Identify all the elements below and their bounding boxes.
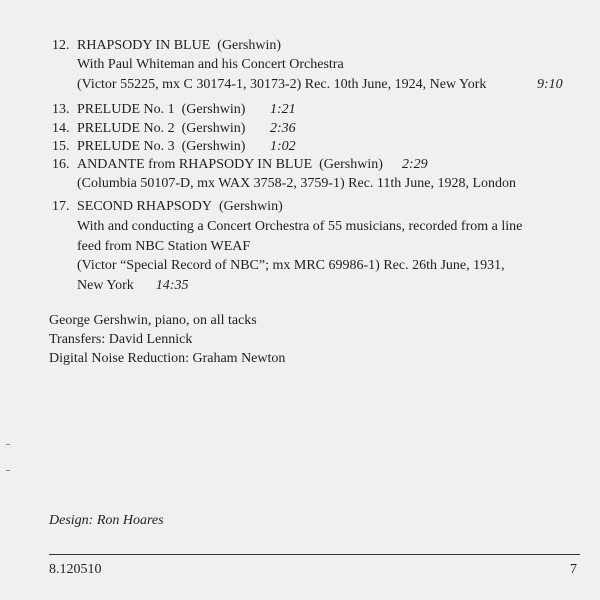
track-duration: 1:21 bbox=[270, 102, 296, 117]
track-heading bbox=[77, 138, 245, 155]
track-duration: 2:36 bbox=[270, 121, 296, 136]
track-composer: (Gershwin) bbox=[181, 102, 246, 117]
transfer-credit: Transfers: David Lennick bbox=[49, 332, 193, 347]
edge-mark bbox=[6, 444, 10, 445]
track-title: SECOND RHAPSODY bbox=[77, 199, 212, 214]
track-duration: 14:35 bbox=[155, 278, 189, 293]
track-title: PRELUDE No. 1 bbox=[77, 102, 175, 117]
performer-credit: George Gershwin, piano, on all tacks bbox=[49, 313, 257, 328]
track-composer: (Gershwin) bbox=[181, 121, 246, 136]
track-title: PRELUDE No. 3 bbox=[77, 139, 175, 154]
track-duration: 2:29 bbox=[402, 157, 428, 172]
page-number: 7 bbox=[570, 562, 577, 577]
track-composer: (Gershwin) bbox=[319, 157, 383, 172]
track-number: 12. bbox=[52, 38, 70, 53]
edge-mark bbox=[6, 470, 10, 471]
track-number: 14. bbox=[52, 121, 70, 136]
track-heading bbox=[77, 37, 281, 54]
track-heading bbox=[77, 156, 383, 173]
track-heading bbox=[77, 120, 245, 137]
track-composer: (Gershwin) bbox=[218, 199, 283, 214]
track-duration: 1:02 bbox=[270, 139, 296, 154]
track-detail: With Paul Whiteman and his Concert Orchestra bbox=[77, 57, 344, 72]
track-heading bbox=[77, 198, 283, 215]
track-detail: (Victor “Special Record of NBC”; mx MRC 69986-1) Rec. 26th June, 1931, bbox=[77, 258, 505, 273]
track-location: New York bbox=[77, 278, 134, 293]
track-detail: (Columbia 50107-D, mx WAX 3758-2, 3759-1) Rec. 11th June, 1928, London bbox=[77, 176, 517, 191]
track-number: 15. bbox=[52, 139, 70, 154]
track-detail bbox=[77, 277, 188, 294]
track-title: ANDANTE from RHAPSODY IN BLUE bbox=[77, 157, 313, 172]
track-detail: (Victor 55225, mx C 30174-1, 30173-2) Rec. 10th June, 1924, New York bbox=[77, 77, 487, 92]
track-composer: (Gershwin) bbox=[217, 38, 282, 53]
track-title: RHAPSODY IN BLUE bbox=[77, 38, 211, 53]
track-number: 17. bbox=[52, 199, 70, 214]
track-composer: (Gershwin) bbox=[181, 139, 246, 154]
track-number: 16. bbox=[52, 157, 70, 172]
track-number: 13. bbox=[52, 102, 70, 117]
noise-reduction-credit: Digital Noise Reduction: Graham Newton bbox=[49, 351, 286, 366]
track-detail: With and conducting a Concert Orchestra of 55 musicians, recorded from a line bbox=[77, 219, 523, 234]
track-duration: 9:10 bbox=[537, 77, 563, 92]
track-heading bbox=[77, 101, 245, 118]
track-detail: feed from NBC Station WEAF bbox=[77, 239, 251, 254]
design-credit: Design: Ron Hoares bbox=[49, 513, 164, 528]
catalog-number: 8.120510 bbox=[49, 562, 102, 577]
footer-rule bbox=[49, 554, 580, 555]
track-title: PRELUDE No. 2 bbox=[77, 121, 175, 136]
